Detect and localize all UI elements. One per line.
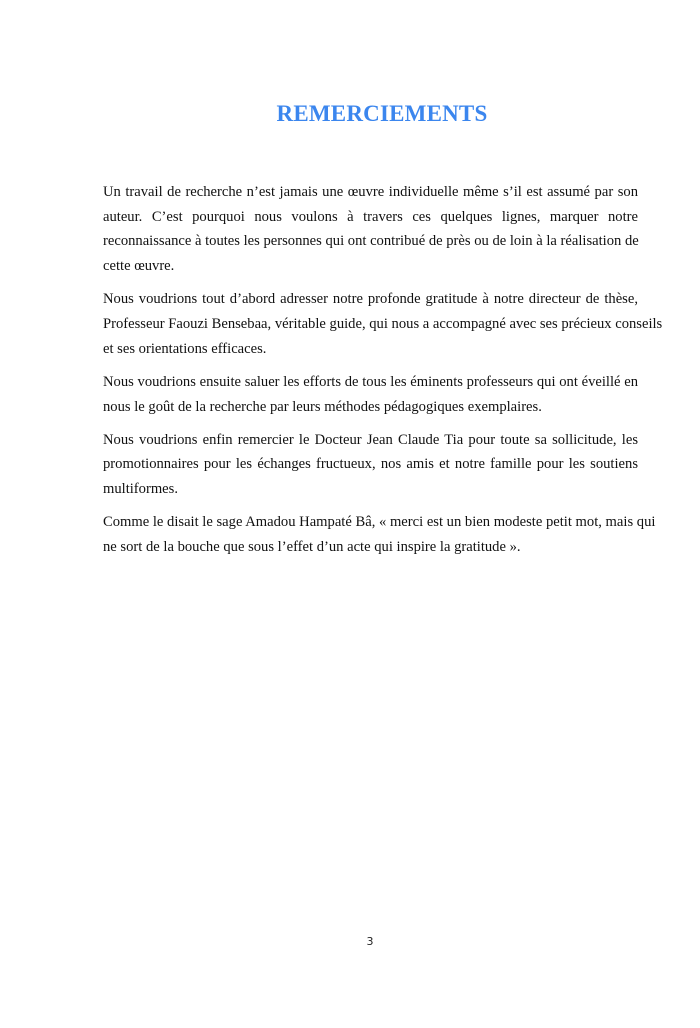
paragraph-line: auteur. C’est pourquoi nous voulons à travers ces quelques lignes, marquer notre [103, 208, 638, 225]
paragraph-line: multiformes. [103, 481, 178, 498]
paragraph-line: Nous voudrions ensuite saluer les efforts de tous les éminents professeurs qui ont éveillé en [103, 373, 638, 390]
paragraph-line: reconnaissance à toutes les personnes qui ont contribué de près ou de loin à la réalisation de [103, 233, 639, 250]
paragraph [103, 428, 638, 502]
paragraph [103, 180, 638, 279]
paragraph [103, 370, 638, 419]
paragraph-line: cette œuvre. [103, 258, 175, 275]
paragraph-line: ne sort de la bouche que sous l’effet d’un acte qui inspire la gratitude ». [103, 538, 521, 555]
paragraph-line: et ses orientations efficaces. [103, 340, 267, 357]
paragraph-line: promotionnaires pour les échanges fructueux, nos amis et notre famille pour les soutiens [103, 456, 638, 473]
paragraph-line: Nous voudrions enfin remercier le Docteur Jean Claude Tia pour toute sa sollicitude, les [103, 431, 638, 448]
paragraph-line: Nous voudrions tout d’abord adresser notre profonde gratitude à notre directeur de thèse, [103, 291, 638, 308]
page-number: 3 [366, 935, 374, 948]
paragraph-line: Comme le disait le sage Amadou Hampaté Bâ, « merci est un bien modeste petit mot, mais qui [103, 514, 656, 531]
paragraph [103, 287, 663, 361]
paragraph [103, 510, 656, 559]
paragraph-line: Professeur Faouzi Bensebaa, véritable guide, qui nous a accompagné avec ses précieux conseils [103, 315, 663, 332]
page-title: REMERCIEMENTS [276, 101, 488, 126]
paragraph-line: nous le goût de la recherche par leurs méthodes pédagogiques exemplaires. [103, 398, 542, 415]
paragraph-line: Un travail de recherche n’est jamais une œuvre individuelle même s’il est assumé par son [103, 184, 638, 200]
document-body [103, 180, 663, 568]
